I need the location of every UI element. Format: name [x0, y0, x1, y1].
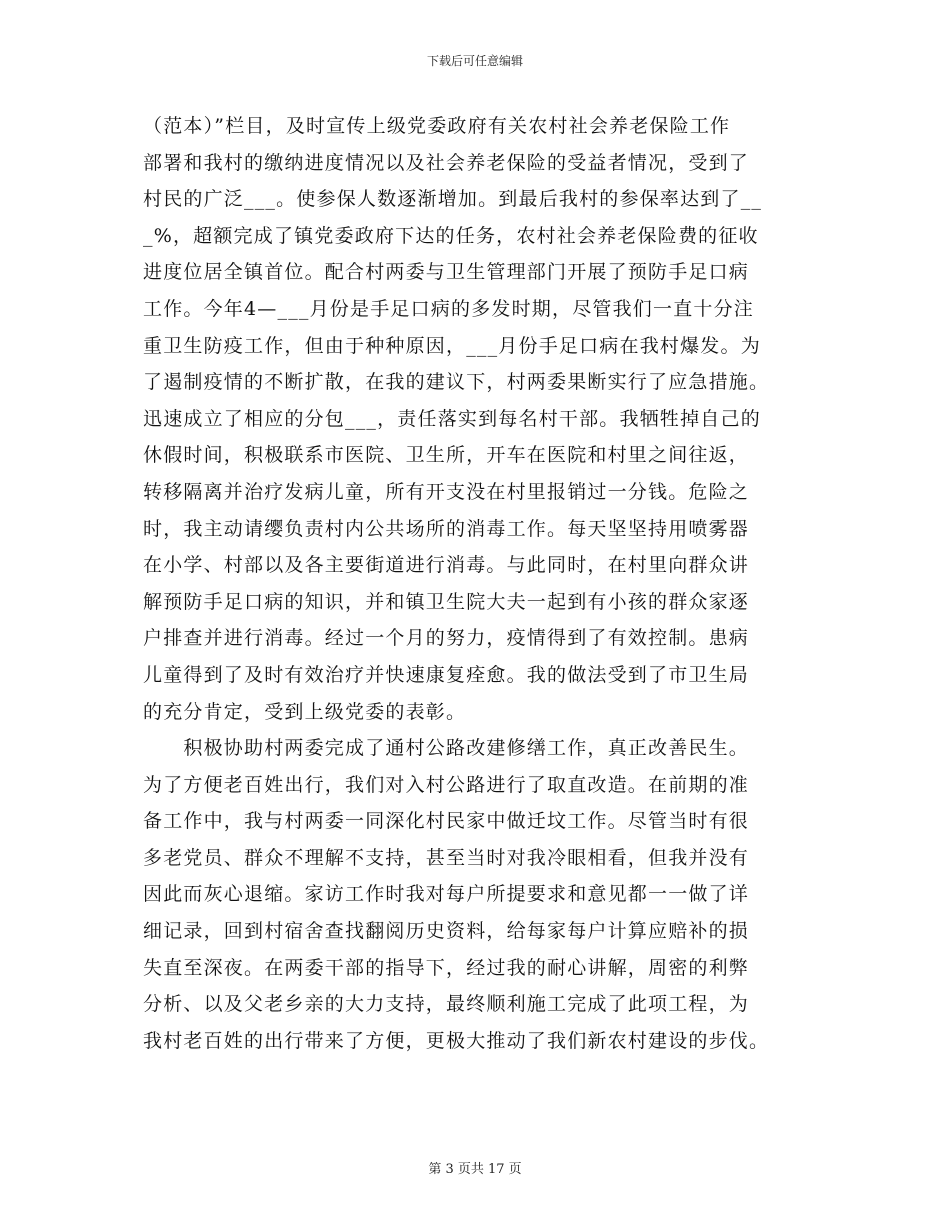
text-line: 重卫生防疫工作，但由于种种原因，___月份手足口病在我村爆发。为	[143, 334, 761, 357]
text-line: （范本）”栏目，及时宣传上级党委政府有关农村社会养老保险工作	[143, 115, 731, 137]
text-line: 村民的广泛___。使参保人数逐渐增加。到最后我村的参保率达到了__	[143, 188, 763, 211]
text-line: 迅速成立了相应的分包___，责任落实到每名村干部。我牺牲掉自己的	[143, 407, 761, 430]
text-line: 细记录，回到村宿舍查找翻阅历史资料，给每家每户计算应赔补的损	[143, 920, 750, 943]
text-line: 转移隔离并治疗发病儿童，所有开支没在村里报销过一分钱。危险之	[143, 480, 750, 503]
text-line: 分析、以及父老乡亲的大力支持，最终顺利施工完成了此项工程，为	[143, 993, 750, 1016]
text-line: 我村老百姓的出行带来了方便，更极大推动了我们新农村建设的步伐。	[143, 1029, 770, 1052]
text-line: 时，我主动请缨负责村内公共场所的消毒工作。每天坚坚持用喷雾器	[143, 517, 750, 540]
page-header: 下载后可任意编辑	[426, 54, 523, 68]
text-line: 了遏制疫情的不断扩散，在我的建议下，村两委果断实行了应急措施。	[143, 371, 770, 394]
text-line: 在小学、村部以及各主要街道进行消毒。与此同时，在村里向群众讲	[143, 554, 750, 577]
text-line: 的充分肯定，受到上级党委的表彰。	[143, 700, 467, 723]
text-line: 儿童得到了及时有效治疗并快速康复痊愈。我的做法受到了市卫生局	[143, 663, 750, 686]
text-line: 因此而灰心退缩。家访工作时我对每户所提要求和意见都一一做了详	[143, 883, 750, 906]
text-line: 多老党员、群众不理解不支持，甚至当时对我冷眼相看，但我并没有	[143, 846, 750, 869]
text-line: 解预防手足口病的知识，并和镇卫生院大夫一起到有小孩的群众家逐	[143, 590, 750, 613]
text-line: 休假时间，积极联系市医院、卫生所，开车在医院和村里之间往返，	[143, 444, 750, 467]
text-line: 积极协助村两委完成了通村公路改建修缮工作，真正改善民生。	[143, 737, 750, 760]
text-line: 户排查并进行消毒。经过一个月的努力，疫情得到了有效控制。患病	[143, 627, 750, 650]
text-line: 进度位居全镇首位。配合村两委与卫生管理部门开展了预防手足口病	[143, 261, 750, 284]
text-line: 工作。今年4—___月份是手足口病的多发时期，尽管我们一直十分注	[143, 297, 754, 320]
text-line: 失直至深夜。在两委干部的指导下，经过我的耐心讲解，周密的利弊	[143, 956, 750, 979]
text-line: 备工作中，我与村两委一同深化村民家中做迁坟工作。尽管当时有很	[143, 810, 750, 833]
body-text	[143, 108, 813, 1059]
text-line: 为了方便老百姓出行，我们对入村公路进行了取直改造。在前期的准	[143, 773, 750, 796]
text-line: _%，超额完成了镇党委政府下达的任务，农村社会养老保险费的征收	[143, 224, 759, 247]
text-line: 部署和我村的缴纳进度情况以及社会养老保险的受益者情况，受到了	[143, 151, 750, 174]
page-footer: 第 3 页共 17 页	[428, 1162, 522, 1177]
